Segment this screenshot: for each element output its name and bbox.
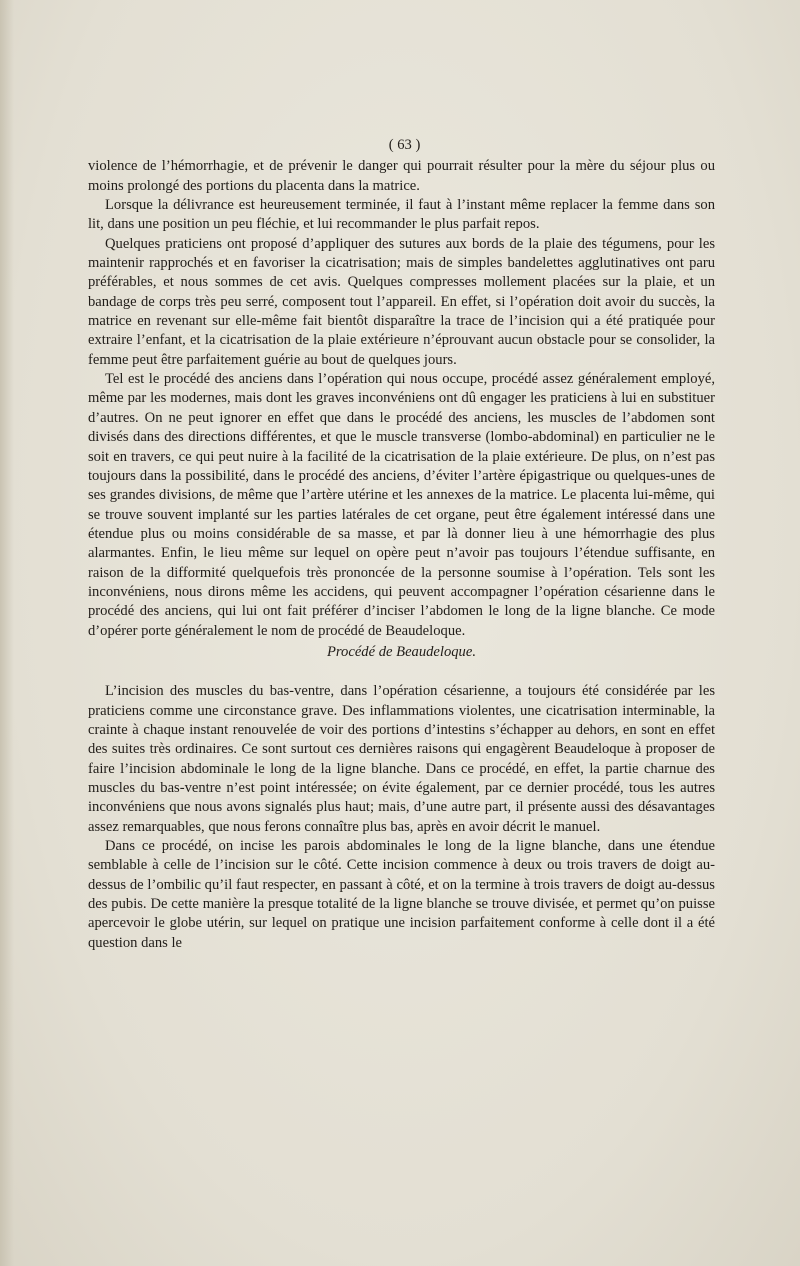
paragraph-ligne-blanche: Dans ce procédé, on incise les parois abdominales le long de la ligne blanche, dans une étendue semblable à celle de l’incision sur le côté. Cette incision commence à deux ou trois travers de doigt au-dessus de l’ombilic qu’il faut respecter, en passant à côté, et on la termine à trois travers de doigt au-dessus des pubis. De cette manière la presque totalité de la ligne blanche se trouve divisée, et permet qu’on puisse apercevoir le globe utérin, sur lequel on pratique une incision parfaitement conforme à celle dont il a été question dans le <box>88 838 715 951</box>
page-number: ( 63 ) <box>388 137 421 153</box>
paragraph-sutures: Quelques praticiens ont proposé d’appliquer des sutures aux bords de la plaie des tégumens, pour les maintenir rapprochés et en favoriser la cicatrisation; mais de simples bandelettes agglutinatives ont paru préférables, et nous sommes de cet avis. Quelques compresses mollement placées sur la plaie, et un bandage de corps très peu serré, composent tout l’appareil. En effet, si l’opération doit avoir du succès, la matrice en revenant sur elle-même fait bientôt disparaître la trace de l’incision qui a été pratiquée pour extraire l’enfant, et la cicatrisation de la plaie extérieure n’éprouvant aucun obstacle pour se consolider, la femme peut être parfaitement guérie au bout de quelques jours. <box>88 235 715 368</box>
paragraph-delivrance: Lorsque la délivrance est heureusement terminée, il faut à l’instant même replacer la femme dans son lit, dans une position un peu fléchie, et lui recommander le plus parfait repos. <box>88 197 715 233</box>
page-text <box>88 136 715 953</box>
paragraph-continued: violence de l’hémorrhagie, et de prévenir le danger qui pourrait résulter pour la mère du séjour plus ou moins prolongé des portions du placenta dans la matrice. <box>88 158 715 194</box>
paragraph-procede-anciens: Tel est le procédé des anciens dans l’opération qui nous occupe, procédé assez généralement employé, même par les modernes, mais dont les graves inconvéniens ont dû engager les praticiens à lui en substituer d’autres. On ne peut ignorer en effet que dans le procédé des anciens, les muscles de l’abdomen sont divisés dans des directions différentes, et que le muscle transverse (lombo-abdominal) en particulier ne le soit en travers, ce qui peut nuire à la facilité de la cicatrisation de la plaie extérieure. De plus, on n’est pas toujours dans la possibilité, dans le procédé des anciens, d’éviter l’artère épigastrique ou quelques-unes de ses grandes divisions, de même que l’artère utérine et les annexes de la matrice. Le placenta lui-même, qui se trouve souvent implanté sur les parties latérales de cet organe, peut être également intéressé dans une étendue plus ou moins considérable de sa masse, et par là donner lieu à une hémorrhagie des plus alarmantes. Enfin, le lieu même sur lequel on opère peut n’avoir pas toujours l’étendue suffisante, en raison de la difformité quelquefois très prononcée de la personne soumise à l’opération. Tels sont les inconvéniens, nous dirons même les accidens, qui peuvent accompagner l’opération césarienne dans le procédé des anciens, qui lui ont fait préférer d’inciser l’abdomen le long de la ligne blanche. Ce mode d’opérer porte généralement le nom de procédé de Beaudeloque. <box>88 371 715 639</box>
section-title: Procédé de Beaudeloque. <box>327 643 476 660</box>
paragraph-incision-muscles: L’incision des muscles du bas-ventre, dans l’opération césarienne, a toujours été considérée par les praticiens comme une circonstance grave. Des inflammations violentes, une cicatrisation interminable, la crainte à chaque instant renouvelée de voir des portions d’intestins s’échapper au dehors, en sont en effet des suites très ordinaires. Ce sont surtout ces dernières raisons qui engagèrent Beaudeloque à proposer de faire l’incision abdominale le long de la ligne blanche. Dans ce procédé, en effet, la partie charnue des muscles du bas-ventre n’est point intéressée; on évite également, par ce dernier procédé, tous les autres inconvéniens que nous avons signalés plus haut; mais, d’une autre part, il présente aussi des désavantages assez remarquables, que nous ferons connaître plus bas, après en avoir décrit le manuel. <box>88 683 715 835</box>
